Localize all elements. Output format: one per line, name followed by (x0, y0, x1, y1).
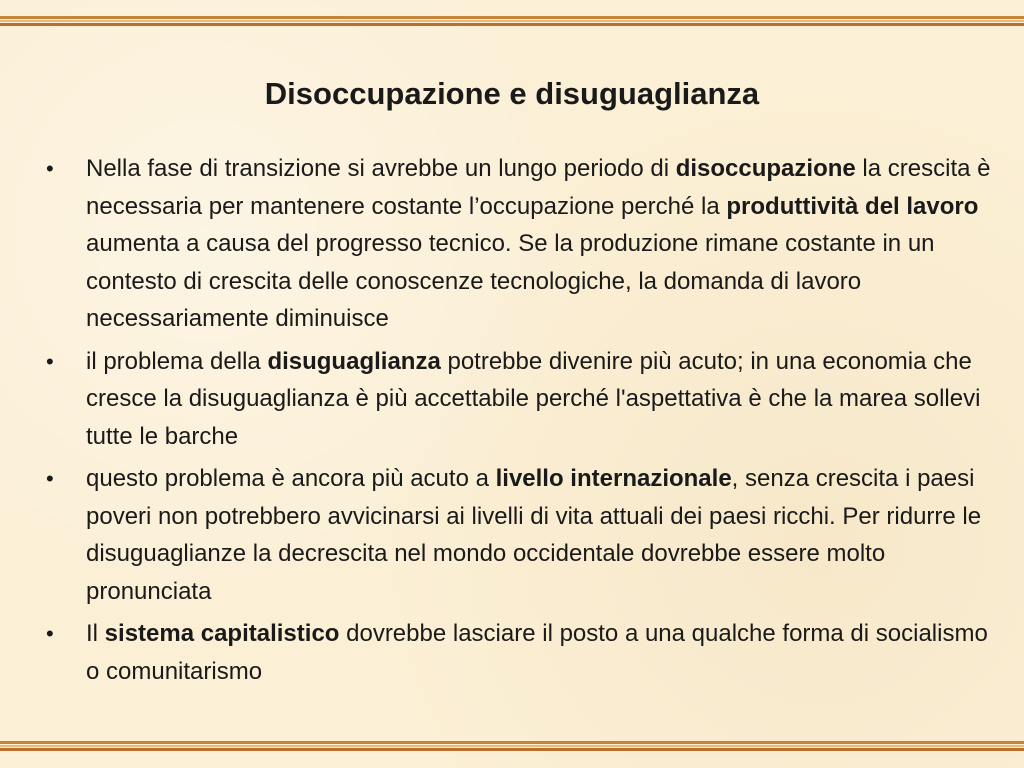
bullet-icon: • (46, 466, 54, 491)
bullet-emphasis: produttività del lavoro (726, 192, 979, 220)
bullet-emphasis: livello internazionale (495, 465, 732, 492)
bullet-segment: questo problema è ancora più acuto a (86, 465, 496, 492)
bullet-text (86, 348, 980, 450)
bullet-segment: dovrebbe lasciare il posto a una qualche forma di socialismo o comunitarismo (86, 620, 988, 685)
bullet-segment: aumenta a causa del progresso tecnico. Se la produzione rimane costante in un contesto di crescita delle conoscenze tecnologiche, la domanda di lavoro necessariamente diminuisce (86, 230, 935, 332)
bullet-segment: la crescita è necessaria per mantenere costante l’occupazione perché la (86, 155, 991, 220)
slide-title: Disoccupazione e disuguaglianza (264, 76, 760, 111)
bullet-item (46, 615, 996, 690)
bullet-segment: il problema della (86, 347, 268, 375)
bullet-icon: • (46, 621, 54, 646)
top-decorative-rule (0, 16, 1024, 26)
bullet-list (46, 150, 996, 695)
bullet-segment: Nella fase di transizione si avrebbe un lungo periodo di (86, 155, 676, 182)
bullet-item (46, 343, 996, 456)
bullet-emphasis: sistema capitalistico (104, 620, 340, 647)
bullet-item (46, 460, 996, 610)
bullet-segment: potrebbe divenire più acuto; in una economia che cresce la disuguaglianza è più accettabile perché l'aspettativa è che la marea sollevi tutte le barche (86, 347, 981, 450)
bullet-segment: , senza crescita i paesi poveri non potrebbero avvicinarsi ai livelli di vita attuali dei paesi ricchi. Per ridurre le disuguaglianze la decrescita nel mondo occidentale dovrebbe essere molto pronunciata (86, 465, 982, 605)
bullet-emphasis: disuguaglianza (267, 347, 441, 375)
bottom-decorative-rule (0, 741, 1024, 751)
bullet-icon: • (46, 156, 54, 181)
bullet-text (86, 620, 988, 685)
bullet-emphasis: disoccupazione (675, 155, 856, 182)
bullet-item (46, 150, 996, 338)
bullet-icon: • (46, 348, 54, 374)
bullet-text (86, 155, 990, 332)
bullet-text (86, 465, 981, 605)
bullet-segment: Il (86, 620, 105, 647)
